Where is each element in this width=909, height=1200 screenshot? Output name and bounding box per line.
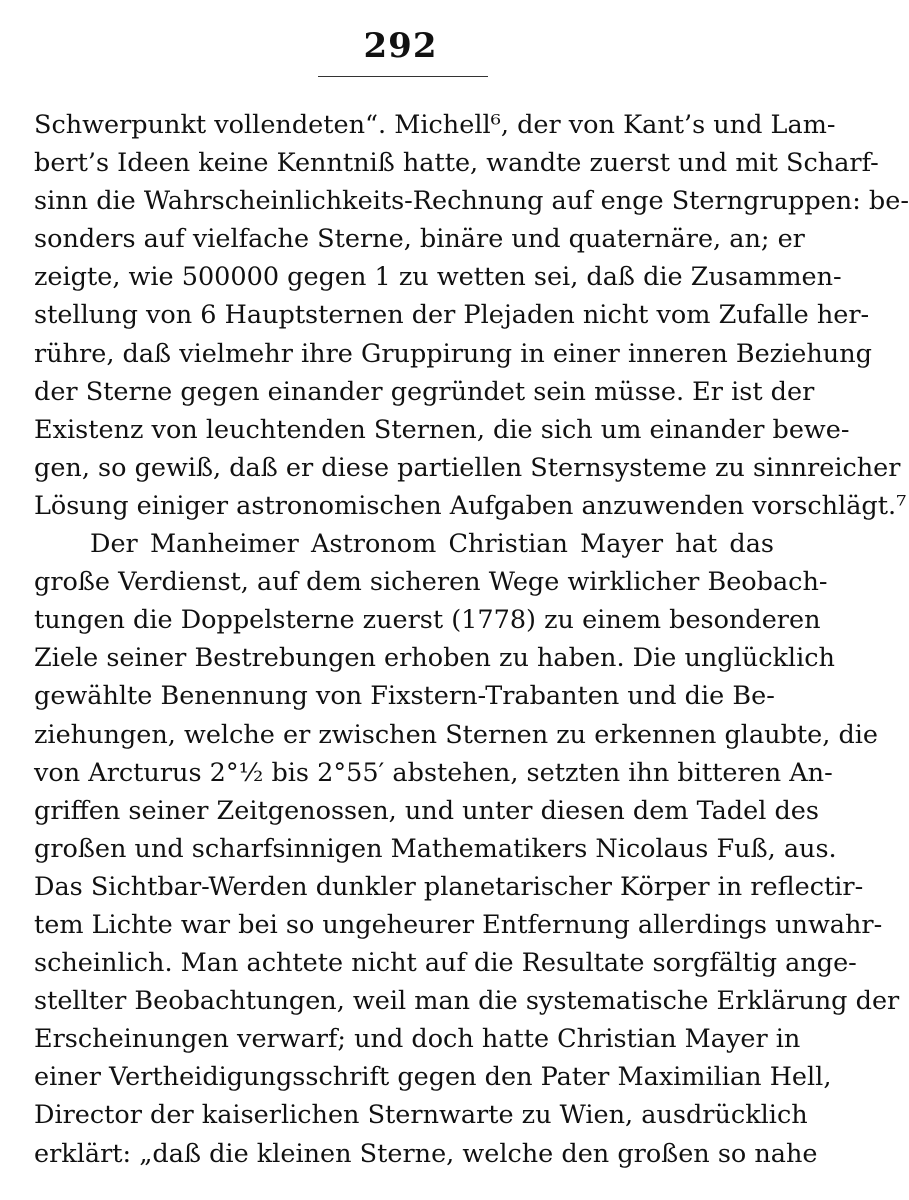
- text-line: zeigte, wie 500000 gegen 1 zu wetten sei, daß die Zusammen-: [34, 262, 842, 293]
- text-line: Ziele seiner Bestrebungen erhoben zu haben. Die unglücklich: [34, 643, 835, 674]
- text-line: rühre, daß vielmehr ihre Gruppirung in einer inneren Beziehung: [34, 338, 872, 369]
- text-line: Erscheinungen verwarf; und doch hatte Christian Mayer in: [34, 1024, 801, 1055]
- text-line: tem Lichte war bei so ungeheurer Entfernung allerdings unwahr-: [34, 909, 883, 940]
- text-line: stellter Beobachtungen, weil man die systematische Erklärung der: [34, 986, 900, 1017]
- text-line: große Verdienst, auf dem sicheren Wege wirklicher Beobach-: [34, 567, 828, 598]
- text-line: Schwerpunkt vollendeten“. Michell⁶, der von Kant’s und Lam-: [34, 110, 836, 140]
- text-line: griffen seiner Zeitgenossen, und unter diesen dem Tadel des: [34, 795, 819, 826]
- text-line: tungen die Doppelsterne zuerst (1778) zu einem besonderen: [34, 605, 821, 636]
- text-line: Lösung einiger astronomischen Aufgaben anzuwenden vorschlägt.⁷: [34, 490, 907, 521]
- text-line: scheinlich. Man achtete nicht auf die Resultate sorgfältig ange-: [34, 948, 857, 979]
- paragraph-start-line: Der Manheimer Astronom Christian Mayer hat das: [90, 529, 774, 560]
- text-line: Das Sichtbar-Werden dunkler planetarischer Körper in reflectir-: [34, 871, 864, 902]
- text-line: Existenz von leuchtenden Sternen, die sich um einander bewe-: [34, 414, 850, 445]
- text-line: Director der kaiserlichen Sternwarte zu Wien, ausdrücklich: [34, 1100, 808, 1131]
- text-line: stellung von 6 Hauptsternen der Plejaden nicht vom Zufalle her-: [34, 300, 870, 331]
- body-text: [34, 106, 909, 1173]
- text-line: einer Vertheidigungsschrift gegen den Pater Maximilian Hell,: [34, 1062, 832, 1093]
- text-line: gen, so gewiß, daß er diese partiellen Sternsysteme zu sinnreicher: [34, 452, 901, 483]
- header-rule: [318, 76, 488, 77]
- text-line: großen und scharfsinnigen Mathematikers Nicolaus Fuß, aus.: [34, 833, 837, 864]
- text-line: bert’s Ideen keine Kenntniß hatte, wandte zuerst und mit Scharf-: [34, 148, 879, 179]
- text-line: erklärt: „daß die kleinen Sterne, welche den großen so nahe: [34, 1138, 818, 1169]
- text-line: sonders auf vielfache Sterne, binäre und quaternäre, an; er: [34, 224, 805, 255]
- text-line: sinn die Wahrscheinlichkeits-Rechnung auf enge Sterngruppen: be-: [34, 186, 909, 217]
- text-line: der Sterne gegen einander gegründet sein müsse. Er ist der: [34, 376, 815, 407]
- page-number: 292: [363, 26, 438, 66]
- text-line: ziehungen, welche er zwischen Sternen zu erkennen glaubte, die: [34, 719, 879, 750]
- text-line: von Arcturus 2°½ bis 2°55′ abstehen, setzten ihn bitteren An-: [34, 757, 833, 788]
- text-line: gewählte Benennung von Fixstern-Trabanten und die Be-: [34, 681, 775, 712]
